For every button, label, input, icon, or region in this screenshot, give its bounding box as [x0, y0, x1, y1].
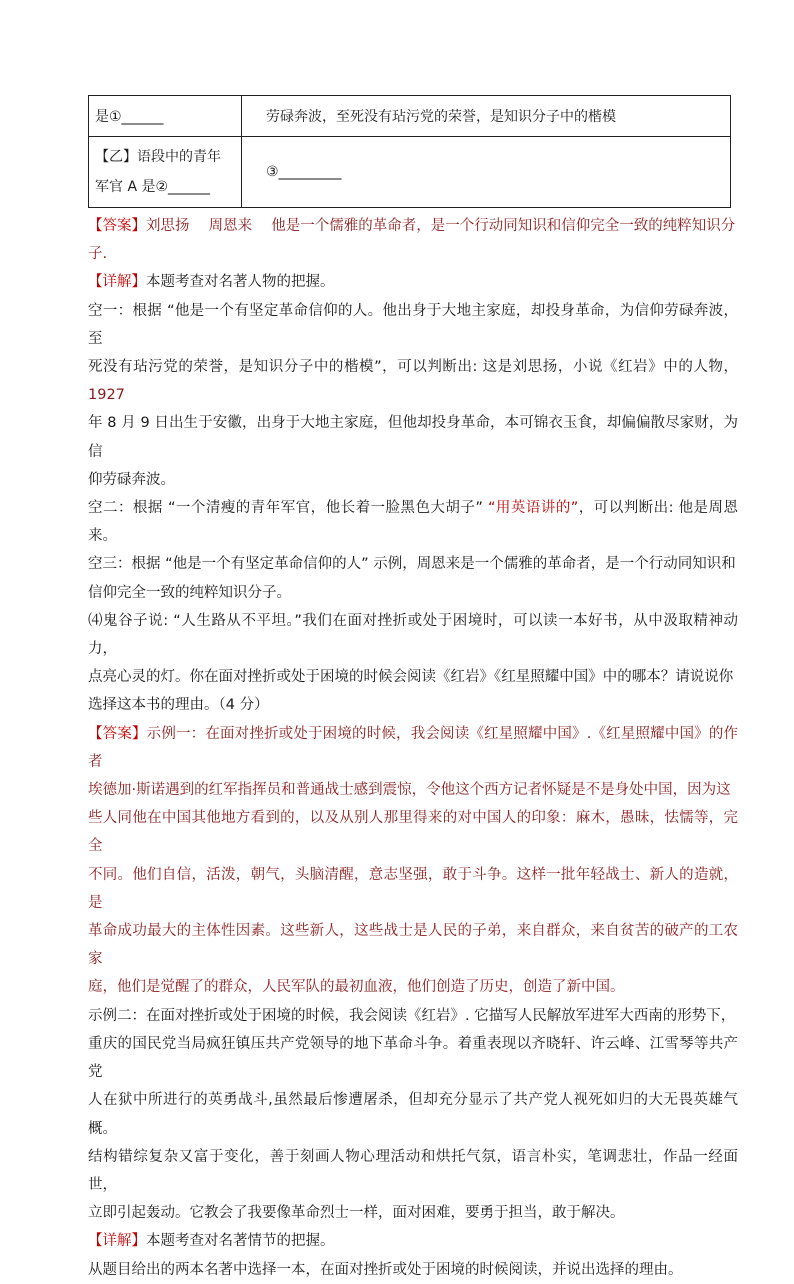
text-line: 空一：根据 “他是一个有坚定革命信仰的人。他出身于大地主家庭，却投身革命，为信仰劳碌奔波，至: [88, 302, 738, 347]
blank-2-explanation: [88, 494, 738, 550]
answer-text: 示例一：在面对挫折或处于困境的时候，我会阅读《红星照耀中国》.《红星照耀中国》的作者: [88, 725, 738, 770]
table-row: [89, 137, 731, 208]
blank-1-explanation: [88, 297, 738, 494]
example-line: 立即引起轰动。它教会了我要像革命烈士一样，面对困难，要勇于担当，敢于解决。: [88, 1205, 625, 1222]
text-line: 空二：根据 “一个清瘦的青年军官，他长着一脸黑色大胡子”: [88, 500, 488, 517]
year-text: 1927: [88, 387, 125, 404]
answer-text: 子.: [88, 246, 108, 263]
table-cell-line: 军官 A 是②______: [95, 179, 211, 195]
answer-tag: 【答案】: [88, 218, 146, 234]
final-line: 从题目给出的两本名著中选择一本，在面对挫折或处于困境的时候阅读，并说出选择的理由。: [88, 1261, 683, 1278]
text-line: 年 8 月 9 日出生于安徽，出身于大地主家庭，但他却投身革命，本可锦衣玉食，却偏偏散尽家财，为信: [88, 415, 738, 460]
blank-3-explanation: [88, 550, 738, 606]
table-cell-description-1: 劳碌奔波，至死没有玷污党的荣誉，是知识分子中的楷模: [242, 96, 731, 137]
question-line: 点亮心灵的灯。你在面对挫折或处于困境的时候会阅读《红岩》《红星照耀中国》中的哪本？请说说你: [88, 669, 734, 686]
example-line: 重庆的国民党当局疯狂镇压共产党领导的地下革命斗争。着重表现以齐晓轩、许云峰、江雪琴等共产党: [88, 1035, 738, 1081]
question-4: [88, 607, 738, 720]
question-line: ⑷鬼谷子说: “人生路从不平坦。”我们在面对挫折或处于困境时，可以读一本好书，从中汲取精神动力，: [88, 612, 738, 658]
text-line: 仰劳碌奔波。: [88, 471, 175, 488]
answer-text: 庭，他们是觉醒了的群众，人民军队的最初血液，他们创造了历史，创造了新中国。: [88, 979, 625, 996]
example-2: [88, 1002, 738, 1228]
table-row: [89, 96, 731, 137]
detail-2: [88, 1227, 738, 1255]
detail-1: [88, 268, 738, 296]
answer-tag: 【答案】: [88, 725, 147, 742]
table-cell-blank-2: [89, 137, 242, 208]
text-line: 空三：根据 “他是一个有坚定革命信仰的人” 示例，周恩来是一个儒雅的革命者，是一个行动同知识和: [88, 556, 736, 573]
question-line: 选择这本书的理由。（4 分）: [88, 697, 269, 714]
table-cell-blank-1: 是①______: [89, 96, 242, 137]
detail-tag: 【详解】: [88, 274, 146, 291]
answer-text: 不同。他们自信，活泼，朝气，头脑清醒，意志坚强，敢于斗争。这样一批年轻战士、新人的造就，是: [88, 866, 738, 911]
detail-text: 本题考查对名著人物的把握。: [146, 274, 335, 291]
answer-1: [88, 212, 738, 268]
answer-2: [88, 720, 738, 1002]
example-line: 示例二：在面对挫折或处于困境的时候，我会阅读《红岩》. 它描写人民解放军进军大西南的形势下，: [88, 1007, 736, 1024]
answer-text: 些人同他在中国其他地方看到的，以及从别人那里得来的对中国人的印象：麻木，愚昧，怯懦等，完全: [88, 810, 738, 855]
table-cell-blank-3: ③_________: [242, 137, 731, 208]
answer-text: 刘思扬 周恩来 他是一个儒雅的革命者，是一个行动同知识和信仰完全一致的纯粹知识分: [146, 218, 736, 234]
text-line: 死没有玷污党的荣誉，是知识分子中的楷模”，可以判断出: 这是刘思扬，小说《红岩》中的人物，: [88, 359, 738, 376]
detail-text: 本题考查对名著情节的把握。: [146, 1233, 335, 1250]
example-line: 人在狱中所进行的英勇战斗,虽然最后惨遭屠杀，但却充分显示了共产党人视死如归的大无畏英雄气概。: [88, 1092, 738, 1137]
question-table: [88, 95, 731, 208]
quote-red: “用英语讲的”: [487, 500, 579, 517]
answer-text: 埃德加·斯诺遇到的红军指挥员和普通战士感到震惊，令他这个西方记者怀疑是不是身处中国，因为这: [88, 782, 731, 799]
detail-tag: 【详解】: [88, 1233, 146, 1250]
table-cell-line: 【乙】语段中的青年: [95, 149, 221, 165]
answer-text: 革命成功最大的主体性因素。这些新人，这些战士是人民的子弟，来自群众，来自贫苦的破产的工农家: [88, 923, 738, 968]
example-line: 结构错综复杂又富于变化，善于刻画人物心理活动和烘托气氛，语言朴实，笔调悲壮，作品一经面世，: [88, 1148, 738, 1193]
text-line: ，可以判断出: 他是周恩来。: [88, 500, 738, 545]
text-line: 信仰完全一致的纯粹知识分子。: [88, 584, 291, 601]
